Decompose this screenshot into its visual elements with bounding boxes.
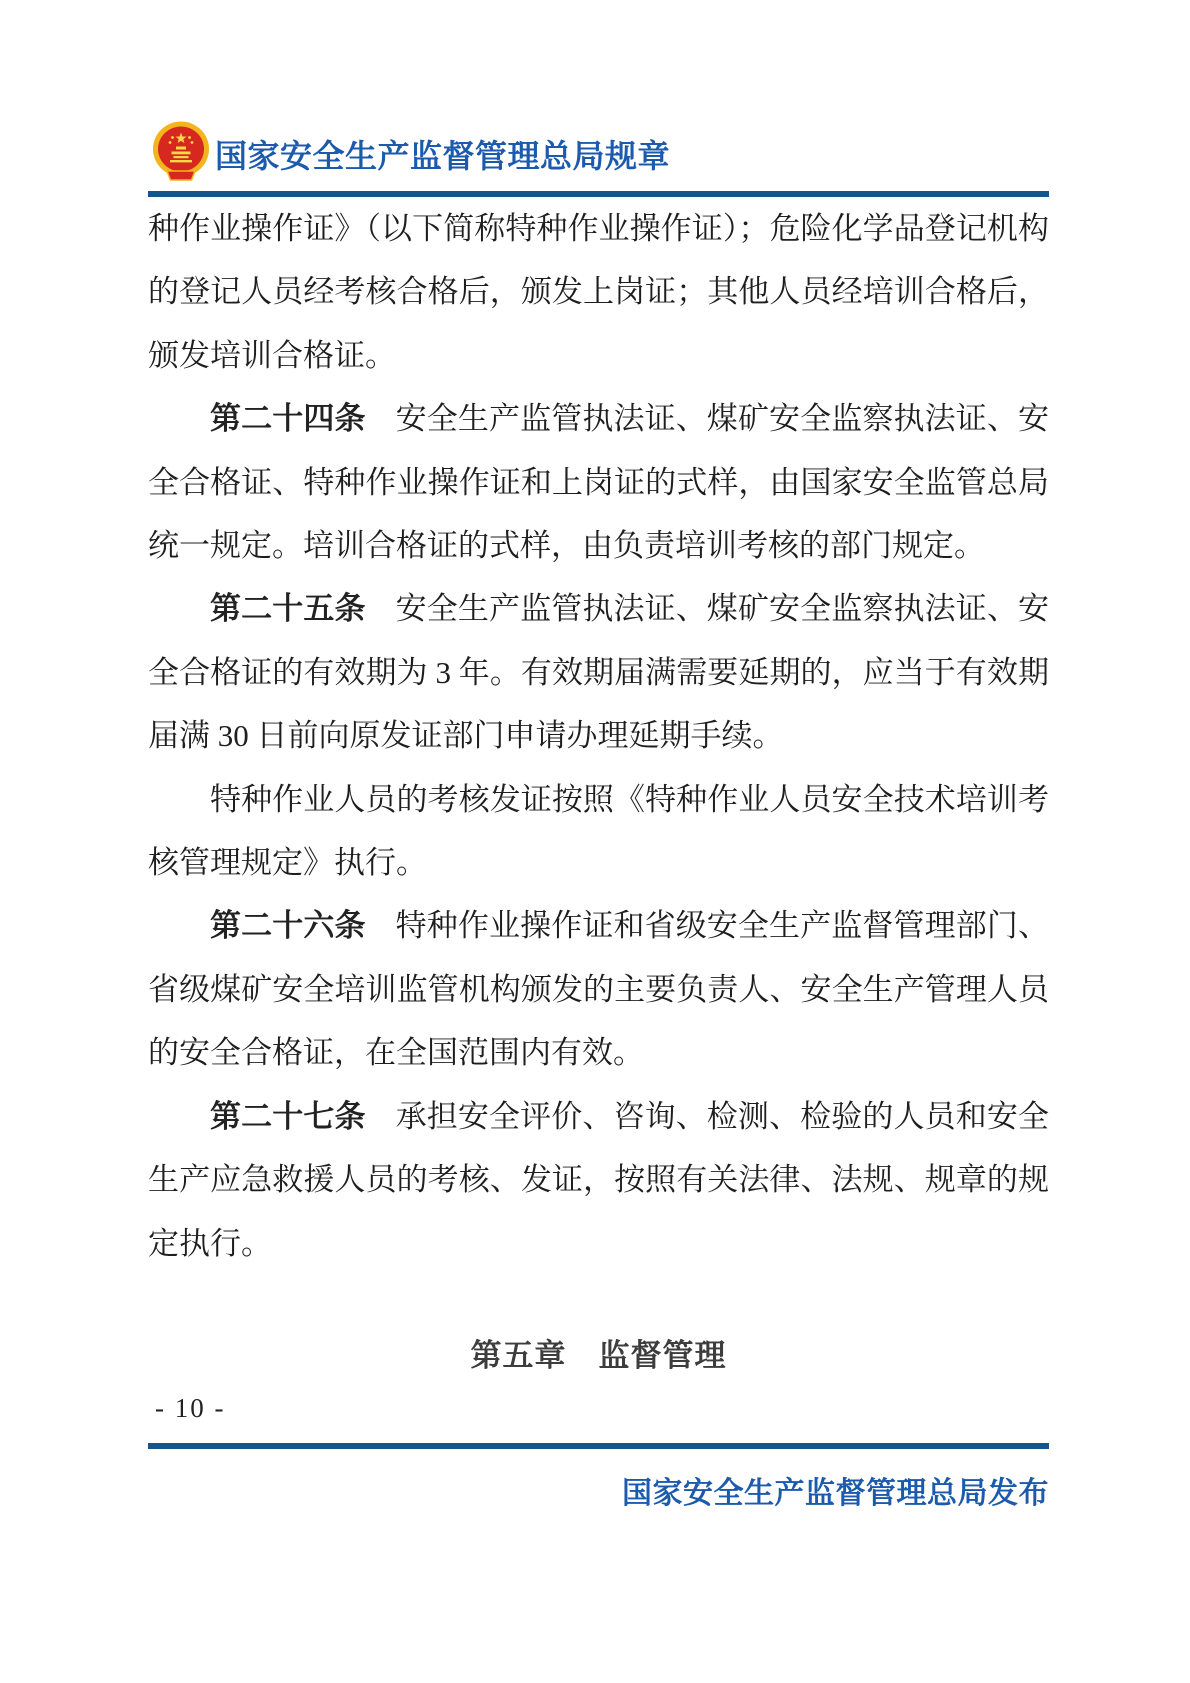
paragraph	[148, 768, 1049, 895]
paragraph	[148, 1085, 1049, 1275]
china-national-emblem-icon	[150, 120, 212, 184]
article-number: 第二十五条	[210, 591, 366, 627]
publisher-label: 国家安全生产监督管理总局发布	[622, 1477, 1049, 1510]
paragraph-text: 承担安全评价、咨询、检测、检验的人员和安全生产应急救援人员的考核、发证，按照有关法律、法规、规章的规定执行。	[148, 1098, 1050, 1261]
paragraph	[148, 387, 1049, 577]
document-header-title: 国家安全生产监督管理总局规章	[215, 138, 671, 174]
paragraph	[148, 894, 1049, 1084]
chapter-heading: 第五章 监督管理	[470, 1338, 727, 1373]
paragraph	[148, 577, 1049, 767]
article-number: 第二十六条	[210, 908, 366, 944]
paragraph	[148, 197, 1049, 387]
page-number: - 10 -	[155, 1393, 226, 1423]
document-body	[148, 197, 1049, 1275]
paragraph-text: 特种作业人员的考核发证按照《特种作业人员安全技术培训考核管理规定》执行。	[148, 781, 1049, 881]
article-number: 第二十七条	[210, 1098, 366, 1134]
paragraph-text: 种作业操作证》（以下简称特种作业操作证）；危险化学品登记机构的登记人员经考核合格后，颁发上岗证；其他人员经培训合格后，颁发培训合格证。	[148, 211, 1049, 373]
paragraph-text: 安全生产监管执法证、煤矿安全监察执法证、安全合格证、特种作业操作证和上岗证的式样，由国家安全监管总局统一规定。培训合格证的式样，由负责培训考核的部门规定。	[148, 401, 1050, 564]
paragraph-text: 特种作业操作证和省级安全生产监督管理部门、省级煤矿安全培训监管机构颁发的主要负责人、安全生产管理人员的安全合格证，在全国范围内有效。	[148, 908, 1050, 1071]
footer-divider-line	[148, 1443, 1049, 1449]
paragraph-text: 安全生产监管执法证、煤矿安全监察执法证、安全合格证的有效期为 3 年。有效期届满需要延期的，应当于有效期届满 30 日前向原发证部门申请办理延期手续。	[148, 591, 1050, 754]
article-number: 第二十四条	[210, 401, 366, 437]
